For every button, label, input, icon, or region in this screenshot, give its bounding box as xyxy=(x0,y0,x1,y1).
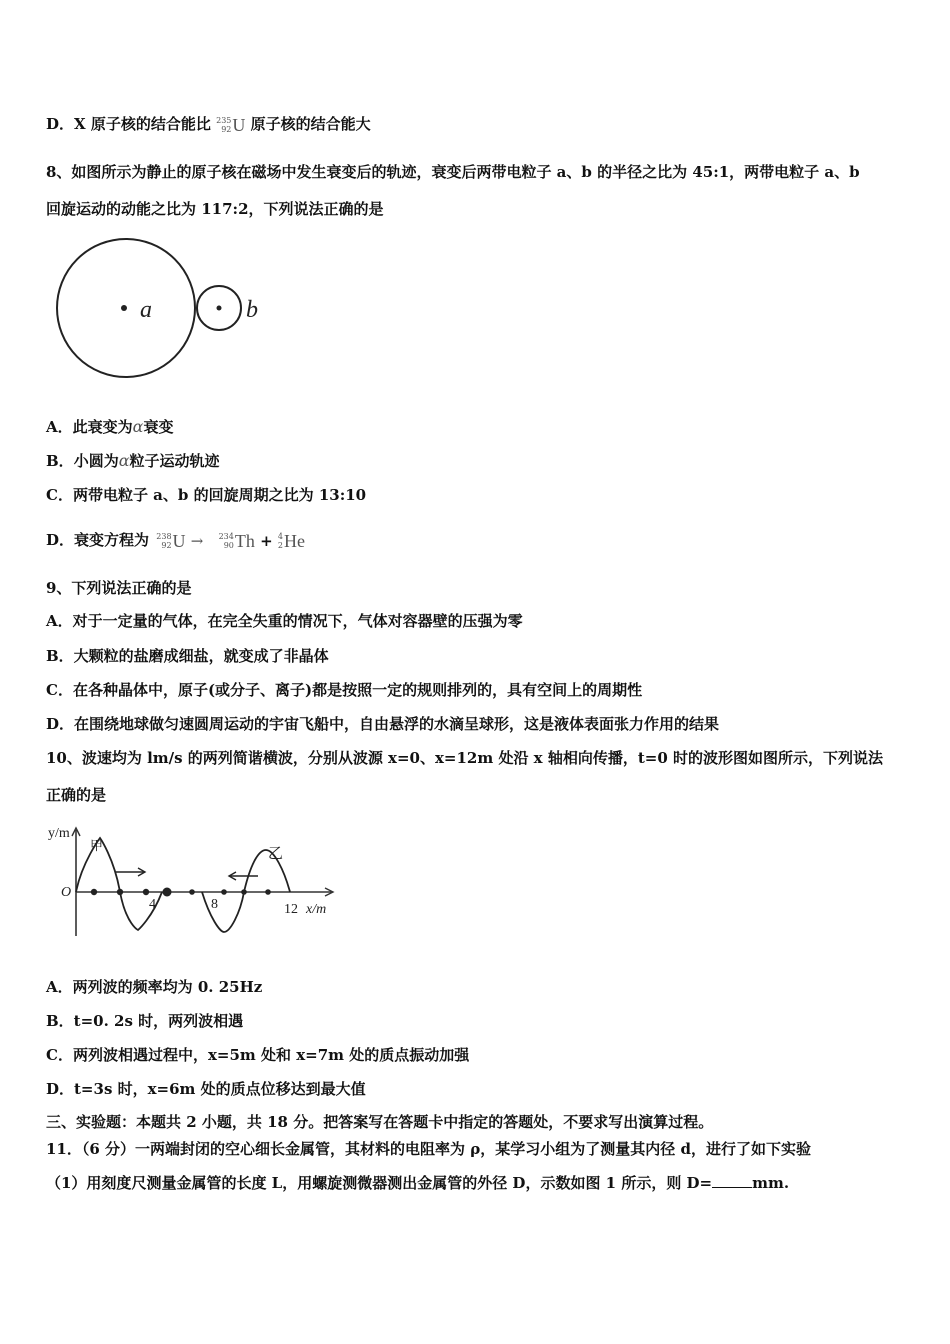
option-text: 衰变方程为 xyxy=(74,531,150,549)
option-label: B． xyxy=(46,452,74,470)
nuclide-u235 xyxy=(216,115,245,135)
q9-option-a: A．对于一定量的气体，在完全失重的情况下，气体对容器壁的压强为零 xyxy=(46,612,523,630)
option-text-after: 粒子运动轨迹 xyxy=(129,452,220,470)
q7-option-d xyxy=(46,114,371,135)
q10-stem-line1: 10、波速均为 lm/s 的两列简谐横波，分别从波源 x=0、x=12m 处沿 x 轴相向传播，t=0 时的波形图如图所示，下列说法 xyxy=(46,749,884,767)
q10-wave-figure xyxy=(44,818,344,943)
nuclide-he4 xyxy=(278,531,305,551)
x-axis-label: x/m xyxy=(306,902,327,917)
arrow-symbol: → xyxy=(190,532,204,550)
q11-part1-text: （1）用刻度尺测量金属管的长度 L，用螺旋测微器测出金属管的外径 D，示数如图 1 所示，则 D= xyxy=(46,1174,713,1192)
q10-option-b: B．t=0. 2s 时，两列波相遇 xyxy=(46,1012,244,1030)
particle-dot xyxy=(241,889,247,895)
section-3-heading: 三、实验题：本题共 2 小题，共 18 分。把答案写在答题卡中指定的答题处，不要求写出演算过程。 xyxy=(46,1113,714,1131)
tick-label-8: 8 xyxy=(211,897,218,912)
wave-jia xyxy=(76,838,162,930)
particle-dot xyxy=(143,889,149,895)
charge-number: 92 xyxy=(221,125,232,134)
element-symbol: U xyxy=(232,115,246,135)
option-label: D． xyxy=(46,531,75,549)
option-text-after: 原子核的结合能大 xyxy=(250,115,371,133)
q10-stem-line2: 正确的是 xyxy=(46,786,107,804)
tick-label-12: 12 xyxy=(284,902,298,917)
nuclide-u238 xyxy=(156,531,185,551)
particle-dot xyxy=(265,889,271,895)
plus-symbol: + xyxy=(260,532,273,550)
option-text: 此衰变为 xyxy=(72,418,133,436)
element-symbol: He xyxy=(284,531,306,551)
particle-dot xyxy=(91,889,97,895)
q10-option-d: D．t=3s 时，x=6m 处的质点位移达到最大值 xyxy=(46,1080,366,1098)
q10-option-c: C．两列波相遇过程中，x=5m 处和 x=7m 处的质点振动加强 xyxy=(46,1046,470,1064)
q9-option-c: C．在各种晶体中，原子(或分子、离子)都是按照一定的规则排列的，具有空间上的周期性 xyxy=(46,681,643,699)
q10-option-a: A．两列波的频率均为 0. 25Hz xyxy=(46,978,263,996)
q8-stem-line1: 8、如图所示为静止的原子核在磁场中发生衰变后的轨迹，衰变后两带电粒子 a、b 的半径之比为 45:1，两带电粒子 a、b xyxy=(46,163,860,181)
particle-dot xyxy=(163,888,172,897)
charge-number: 90 xyxy=(223,541,234,550)
option-text-after: 衰变 xyxy=(143,418,174,436)
option-label: C． xyxy=(46,486,73,504)
y-axis-label: y/m xyxy=(48,826,70,841)
element-symbol: Th xyxy=(234,531,255,551)
option-label: D． xyxy=(46,115,75,133)
mass-number: 238 xyxy=(156,532,172,541)
label-a: a xyxy=(140,297,152,323)
q9-option-b: B．大颗粒的盐磨成细盐，就变成了非晶体 xyxy=(46,647,329,665)
answer-blank[interactable] xyxy=(712,1173,752,1188)
wave-yi-label: 乙 xyxy=(268,844,284,862)
option-label: A． xyxy=(46,418,73,436)
q8-stem-line2: 回旋运动的动能之比为 117:2，下列说法正确的是 xyxy=(46,200,384,218)
q8-orbit-figure xyxy=(48,238,278,378)
particle-dot xyxy=(221,889,227,895)
tick-label-4: 4 xyxy=(149,897,156,912)
q9-stem: 9、下列说法正确的是 xyxy=(46,579,192,597)
element-symbol: U xyxy=(172,531,186,551)
q8-option-d xyxy=(46,530,305,551)
particle-dot xyxy=(117,889,123,895)
nuclide-th234 xyxy=(219,531,255,551)
label-b: b xyxy=(246,297,258,323)
mass-number: 4 xyxy=(277,532,284,541)
small-orbit-center xyxy=(217,306,222,311)
mass-number: 234 xyxy=(218,532,234,541)
q9-option-d: D．在围绕地球做匀速圆周运动的宇宙飞船中，自由悬浮的水滴呈球形，这是液体表面张力作用的结果 xyxy=(46,715,720,733)
alpha-symbol: α xyxy=(132,417,144,436)
q8-option-a xyxy=(46,417,173,437)
q11-part1-unit: mm. xyxy=(752,1174,790,1192)
alpha-symbol: α xyxy=(118,451,130,470)
charge-number: 2 xyxy=(277,541,284,550)
large-orbit-center xyxy=(121,305,127,311)
q11-part1 xyxy=(46,1173,789,1193)
mass-number: 235 xyxy=(216,116,232,125)
q8-option-b xyxy=(46,451,220,471)
origin-label: O xyxy=(61,885,72,900)
option-text: 两带电粒子 a、b 的回旋周期之比为 13:10 xyxy=(72,486,367,504)
option-text: X 原子核的结合能比 xyxy=(74,115,211,133)
charge-number: 92 xyxy=(161,541,172,550)
wave-jia-label: 甲 xyxy=(90,839,104,854)
particle-dot xyxy=(189,889,195,895)
q8-option-c xyxy=(46,485,366,505)
q11-stem: 11．（6 分）一两端封闭的空心细长金属管，其材料的电阻率为 ρ，某学习小组为了测量其内径 d，进行了如下实验 xyxy=(46,1140,811,1158)
option-text: 小圆为 xyxy=(73,452,119,470)
